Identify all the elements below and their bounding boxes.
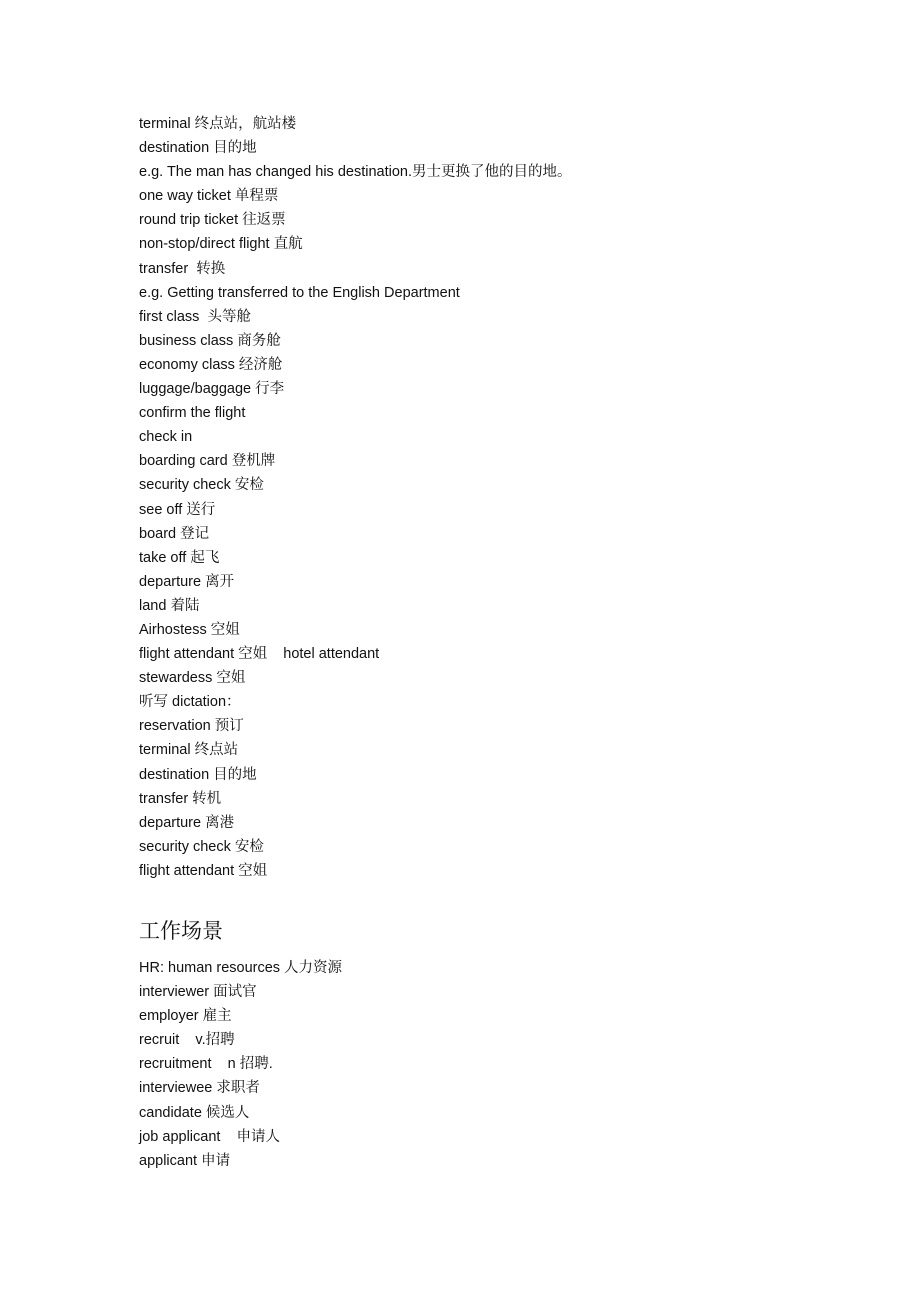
vocab-line: security check 安检 <box>139 838 264 855</box>
vocab-line: board 登记 <box>139 525 210 542</box>
vocab-line: security check 安检 <box>139 477 264 494</box>
vocab-line: HR: human resources 人力资源 <box>139 960 343 976</box>
vocab-line: round trip ticket 往返票 <box>139 212 286 229</box>
vocab-line: boarding card 登机牌 <box>139 453 276 470</box>
vocab-line: destination 目的地 <box>139 140 257 157</box>
dictation-label: 听写 dictation： <box>139 694 241 711</box>
vocab-line: stewardess 空姐 <box>139 670 246 687</box>
vocab-line: transfer 转换 <box>139 260 226 277</box>
vocab-line: departure 离港 <box>139 814 235 831</box>
air-travel-vocabulary-list <box>139 112 839 883</box>
vocab-line: reservation 预订 <box>139 718 244 735</box>
vocab-line: employer 雇主 <box>139 1008 232 1025</box>
vocab-line: non-stop/direct flight 直航 <box>139 236 303 253</box>
vocab-line: destination 目的地 <box>139 766 257 783</box>
workplace-vocabulary-list <box>139 956 839 1173</box>
vocab-line: take off 起飞 <box>139 549 220 566</box>
section-heading: 工作场景 <box>139 919 223 943</box>
vocab-line: terminal 终点站，航站楼 <box>139 116 297 132</box>
example-sentence: e.g. The man has changed his destination.男士更换了他的目的地。 <box>139 164 572 181</box>
vocab-line: land 着陆 <box>139 597 200 614</box>
vocab-line: applicant 申请 <box>139 1152 231 1169</box>
vocab-line: terminal 终点站 <box>139 742 239 759</box>
vocab-line: interviewee 求职者 <box>139 1080 260 1097</box>
vocab-line: candidate 候选人 <box>139 1104 250 1121</box>
vocab-line: business class 商务舱 <box>139 332 281 349</box>
vocab-line: Airhostess 空姐 <box>139 621 240 638</box>
vocab-line: check in <box>139 429 193 446</box>
vocab-line: confirm the flight <box>139 405 246 422</box>
vocab-line: flight attendant 空姐 <box>139 862 268 879</box>
vocab-line: luggage/baggage 行李 <box>139 381 285 398</box>
vocab-line: flight attendant 空姐 hotel attendant <box>139 646 380 663</box>
example-sentence: e.g. Getting transferred to the English Department <box>139 284 460 301</box>
vocab-line: recruitment n 招聘. <box>139 1056 273 1073</box>
vocab-line: interviewer 面试官 <box>139 984 257 1001</box>
vocab-line: one way ticket 单程票 <box>139 188 279 205</box>
vocab-line: departure 离开 <box>139 573 235 590</box>
vocab-line: transfer 转机 <box>139 790 222 807</box>
vocab-line: job applicant 申请人 <box>139 1128 281 1145</box>
vocab-line: economy class 经济舱 <box>139 356 283 373</box>
vocab-line: see off 送行 <box>139 501 216 518</box>
vocab-line: recruit v.招聘 <box>139 1032 235 1049</box>
vocab-line: first class 头等舱 <box>139 308 251 325</box>
